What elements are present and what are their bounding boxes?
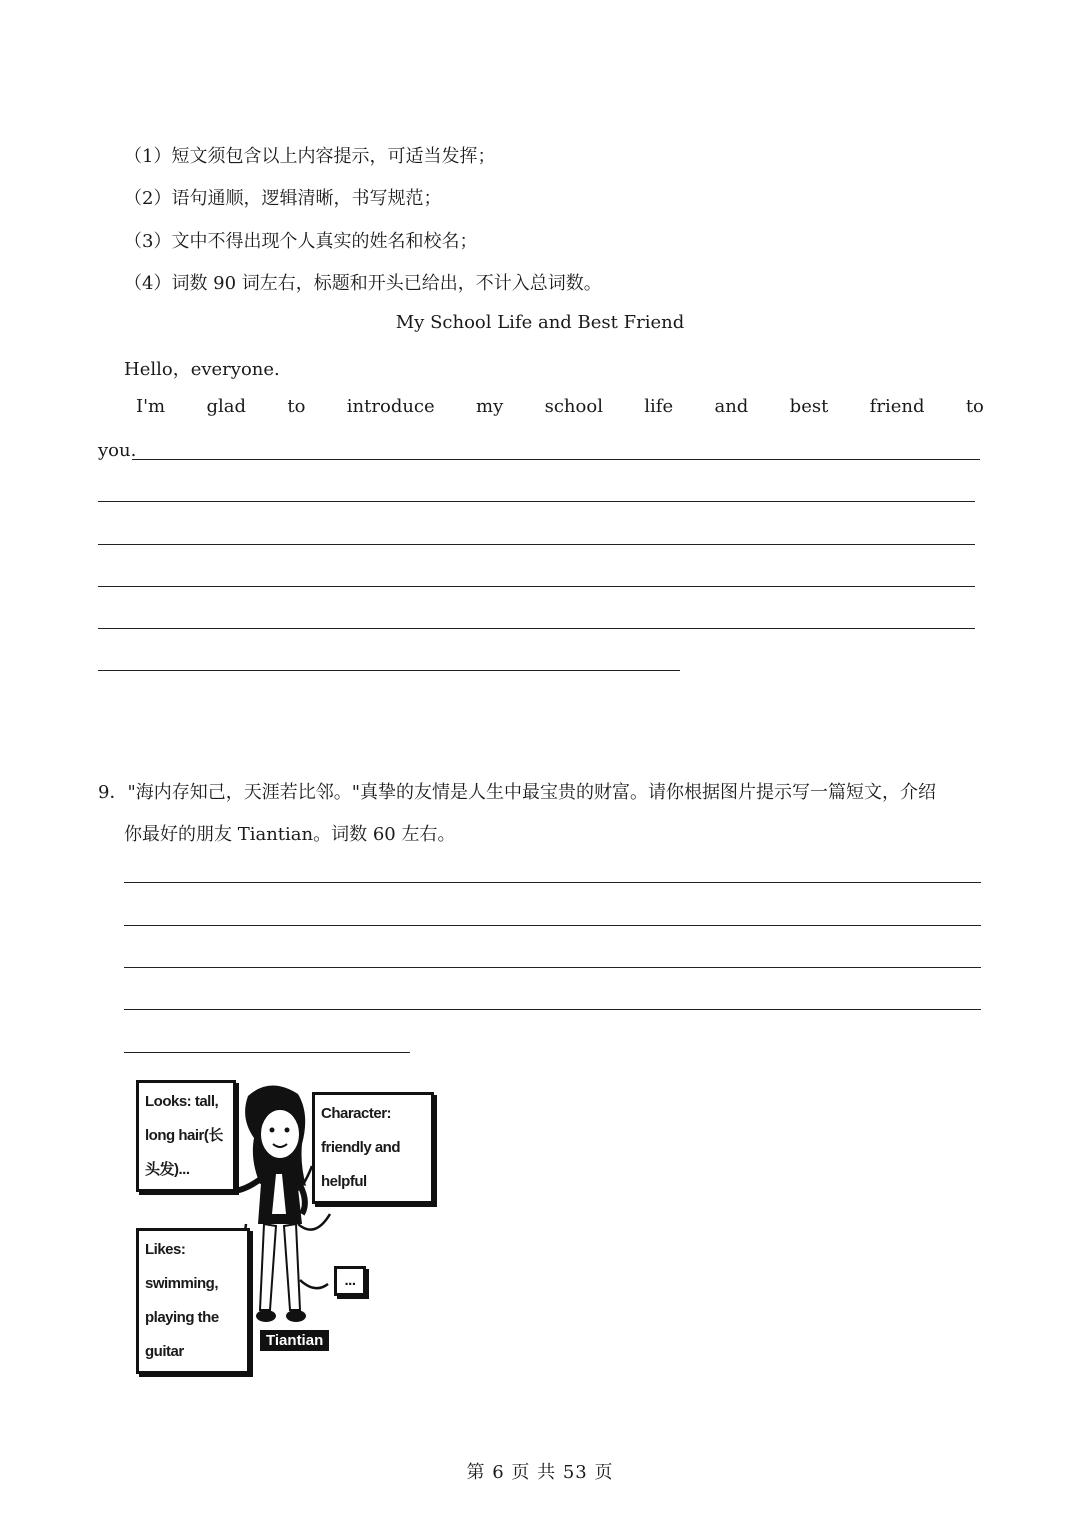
likes-item-1: swimming, bbox=[145, 1275, 219, 1292]
writing-line[interactable] bbox=[98, 544, 975, 545]
intro-word: friend bbox=[869, 396, 925, 417]
greeting: Hello，everyone. bbox=[124, 359, 280, 380]
writing-line[interactable] bbox=[98, 670, 680, 671]
tiantian-name-label: Tiantian bbox=[260, 1330, 329, 1351]
likes-title: Likes: bbox=[145, 1241, 186, 1258]
writing-line[interactable] bbox=[124, 967, 981, 968]
intro-word: to bbox=[965, 396, 984, 417]
writing-line[interactable] bbox=[124, 1009, 981, 1010]
likes-item-2: playing the guitar bbox=[145, 1309, 219, 1360]
likes-box bbox=[136, 1228, 250, 1374]
writing-line[interactable] bbox=[98, 628, 975, 629]
intro-word: to bbox=[287, 396, 306, 417]
q9-prompt-line2: 你最好的朋友 Tiantian。词数 60 左右。 bbox=[124, 824, 456, 845]
requirement-1: （1）短文须包含以上内容提示，可适当发挥； bbox=[124, 146, 496, 167]
writing-line[interactable] bbox=[124, 1052, 410, 1053]
requirement-2: （2）语句通顺，逻辑清晰，书写规范； bbox=[124, 188, 442, 209]
intro-word: introduce bbox=[346, 396, 435, 417]
intro-word: best bbox=[789, 396, 829, 417]
requirement-4: （4）词数 90 词左右，标题和开头已给出，不计入总词数。 bbox=[124, 273, 602, 294]
page-number: 第 6 页 共 53 页 bbox=[466, 1462, 614, 1483]
looks-box bbox=[136, 1080, 236, 1192]
q9-prompt-line1: 9．"海内存知己，天涯若比邻。"真挚的友情是人生中最宝贵的财富。请你根据图片提示写一篇短文，介绍 bbox=[98, 782, 937, 803]
intro-word: my bbox=[476, 396, 504, 417]
character-detail: friendly and helpful bbox=[321, 1139, 401, 1190]
intro-word: glad bbox=[206, 396, 247, 417]
intro-word: school bbox=[544, 396, 603, 417]
character-title: Character: bbox=[321, 1105, 392, 1122]
intro-end: you. bbox=[98, 440, 137, 461]
character-box bbox=[312, 1092, 434, 1204]
writing-line[interactable] bbox=[132, 459, 980, 460]
tiantian-illustration bbox=[130, 1074, 435, 1366]
intro-word: I'm bbox=[136, 396, 166, 417]
intro-sentence bbox=[136, 396, 984, 417]
writing-line[interactable] bbox=[124, 925, 981, 926]
intro-word: and bbox=[714, 396, 749, 417]
intro-word: life bbox=[644, 396, 674, 417]
writing-line[interactable] bbox=[98, 586, 975, 587]
looks-title: Looks: tall, bbox=[145, 1093, 219, 1110]
more-box: ... bbox=[334, 1266, 366, 1296]
looks-detail: long hair(长头发)... bbox=[145, 1127, 223, 1178]
essay-title: My School Life and Best Friend bbox=[395, 312, 685, 333]
writing-line[interactable] bbox=[98, 501, 975, 502]
requirement-3: （3）文中不得出现个人真实的姓名和校名； bbox=[124, 231, 478, 252]
writing-line[interactable] bbox=[124, 882, 981, 883]
